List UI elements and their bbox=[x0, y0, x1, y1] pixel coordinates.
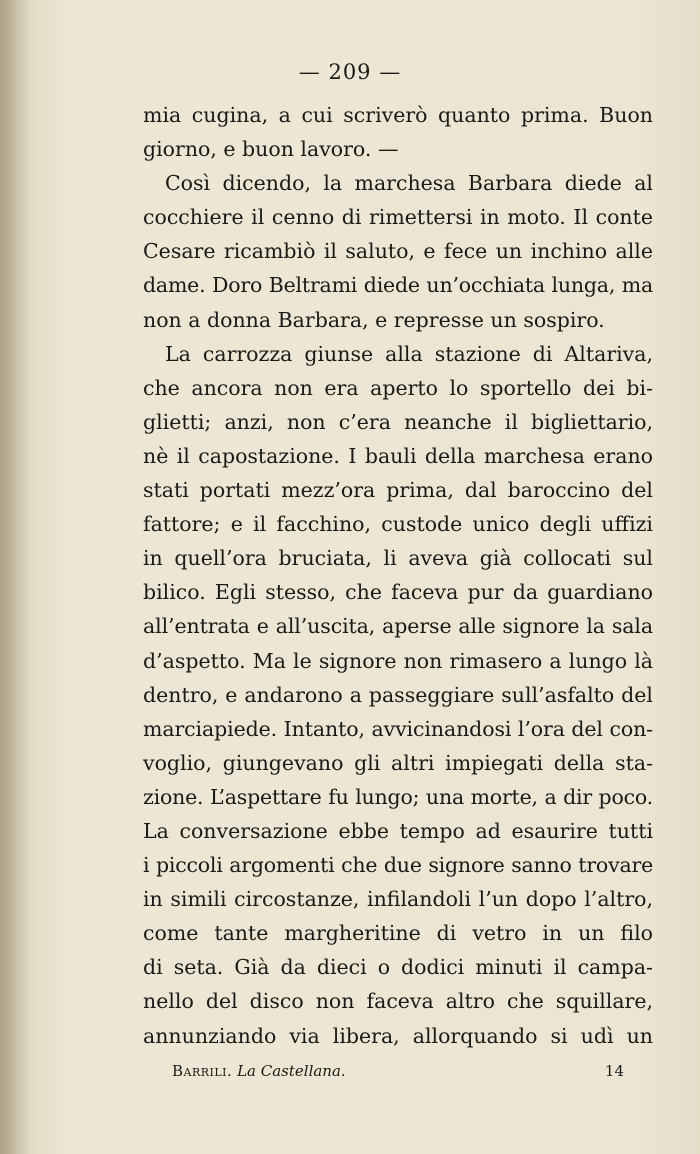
text-line: bilico. Egli stesso, che faceva pur da guardiano bbox=[143, 580, 653, 605]
text-line: che ancora non era aperto lo sportello dei bi- bbox=[143, 375, 653, 400]
text-line: glietti; anzi, non c’era neanche il bigliettario, bbox=[143, 409, 653, 434]
text-line: di seta. Già da dieci o dodici minuti il campa- bbox=[143, 955, 653, 980]
text-line: i piccoli argomenti che due signore sanno trovare bbox=[143, 853, 653, 878]
footer-title: La Castellana. bbox=[237, 1062, 346, 1080]
text-line: d’aspetto. Ma le signore non rimasero a lungo là bbox=[143, 648, 653, 673]
text-line: La carrozza giunse alla stazione di Altariva, bbox=[165, 341, 653, 366]
text-line: dame. Doro Beltrami diede un’occhiata lunga, ma bbox=[143, 273, 653, 298]
text-line: mia cugina, a cui scriverò quanto prima. Buon bbox=[143, 103, 653, 127]
text-line: voglio, giungevano gli altri impiegati della sta- bbox=[143, 750, 653, 775]
footer-signature-mark bbox=[172, 1062, 346, 1080]
text-line: all’entrata e all’uscita, aperse alle signore la sala bbox=[143, 614, 653, 639]
text-line: non a donna Barbara, e represse un sospiro. bbox=[143, 307, 605, 332]
text-line: Cesare ricambiò il saluto, e fece un inchino alle bbox=[143, 239, 653, 264]
footer-author: Barrili. bbox=[172, 1062, 233, 1080]
text-line: stati portati mezz’ora prima, dal baroccino del bbox=[143, 478, 653, 503]
text-line: dentro, e andarono a passeggiare sull’asfalto del bbox=[143, 682, 653, 707]
page-footer bbox=[172, 1062, 624, 1080]
body-text bbox=[143, 98, 653, 1053]
text-line: marciapiede. Intanto, avvicinandosi l’ora del con- bbox=[143, 716, 653, 741]
page-number-header: — 209 — bbox=[298, 60, 402, 84]
text-line: in quell’ora bruciata, li aveva già collocati sul bbox=[143, 546, 653, 571]
page-gutter-shadow bbox=[0, 0, 30, 1154]
text-line: Così dicendo, la marchesa Barbara diede al bbox=[165, 171, 653, 196]
text-line: zione. L’aspettare fu lungo; una morte, a dir poco. bbox=[143, 784, 653, 809]
text-line: in simili circostanze, infilandoli l’un dopo l’altro, bbox=[143, 887, 653, 912]
text-line: cocchiere il cenno di rimettersi in moto. Il conte bbox=[143, 205, 653, 230]
text-line: giorno, e buon lavoro. — bbox=[143, 137, 399, 162]
footer-signature-number: 14 bbox=[604, 1062, 624, 1080]
text-line: come tante margheritine di vetro in un filo bbox=[143, 921, 653, 946]
text-line: annunziando via libera, allorquando si udì un bbox=[143, 1023, 653, 1048]
text-line: fattore; e il facchino, custode unico degli uffizi bbox=[143, 512, 653, 537]
text-line: nè il capostazione. I bauli della marchesa erano bbox=[143, 443, 653, 468]
text-line: nello del disco non faceva altro che squillare, bbox=[143, 989, 653, 1014]
text-line: La conversazione ebbe tempo ad esaurire tutti bbox=[143, 818, 653, 843]
